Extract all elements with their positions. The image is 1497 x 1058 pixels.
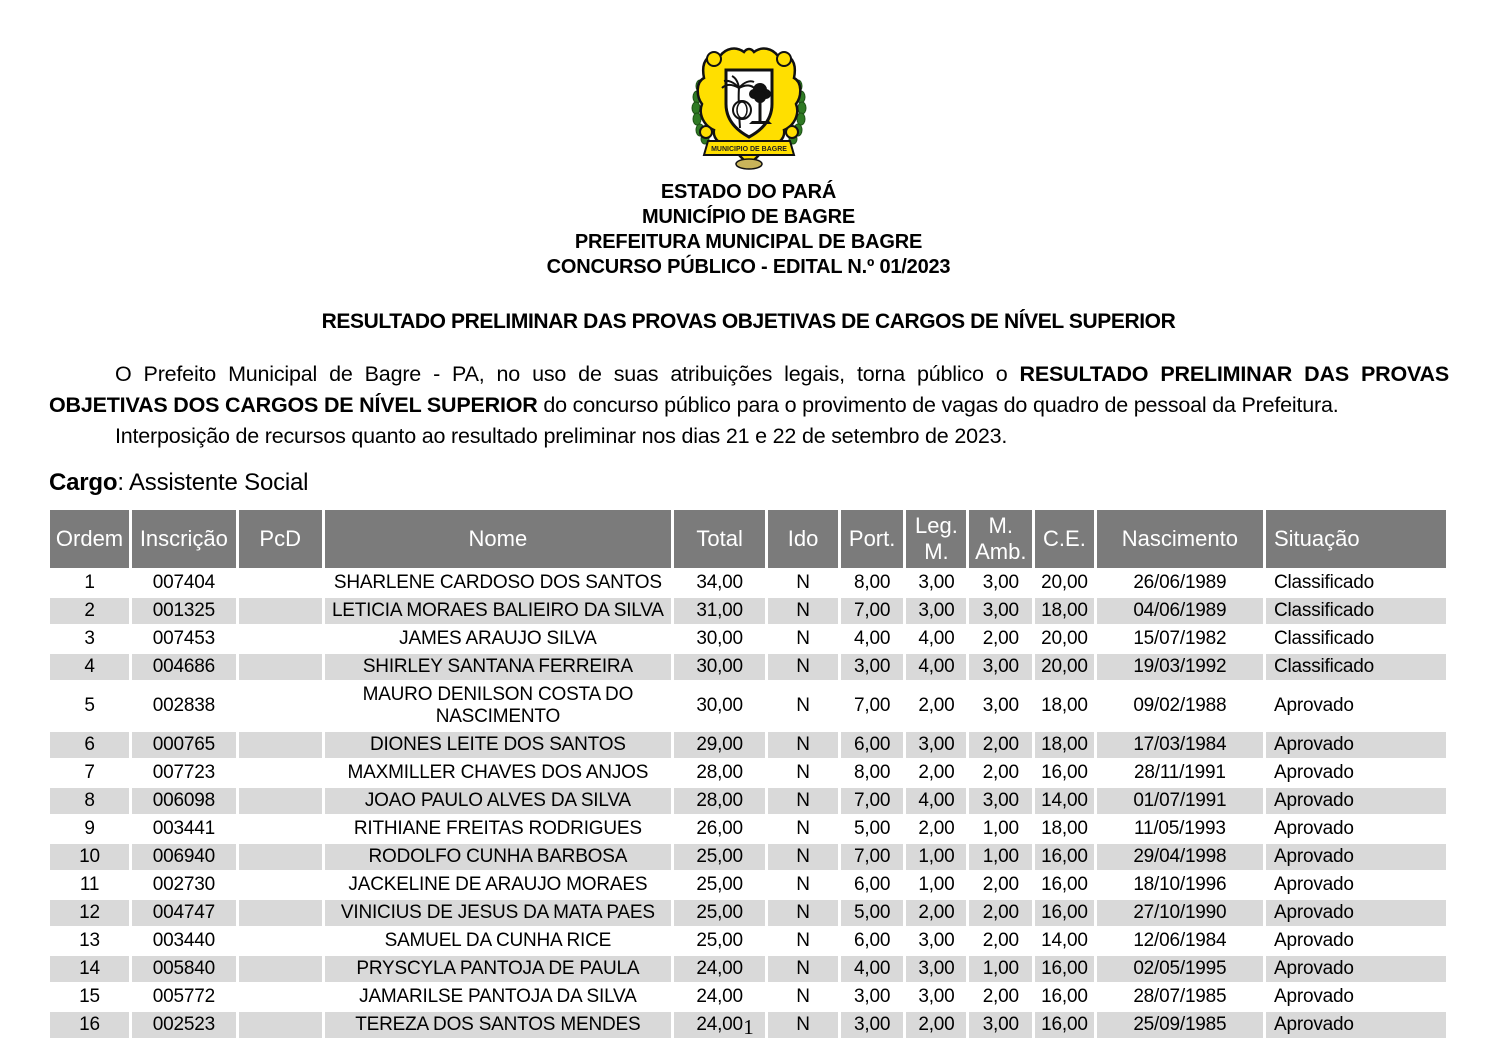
table-row: [50, 626, 1446, 652]
cell-nome: PRYSCYLA PANTOJA DE PAULA: [325, 956, 671, 982]
cell-total: 24,00: [674, 984, 765, 1010]
cell-leg-m: 3,00: [906, 570, 966, 596]
column-header-m-amb: M. Amb.: [969, 510, 1032, 568]
cell-ido: N: [768, 682, 838, 730]
cell-m-amb: 2,00: [969, 732, 1032, 758]
cell-ce: 20,00: [1035, 654, 1094, 680]
table-row: [50, 788, 1446, 814]
cell-ce: 18,00: [1035, 732, 1094, 758]
cell-pcd: [239, 654, 322, 680]
cell-inscricao: 003441: [132, 816, 236, 842]
cell-nascimento: 12/06/1984: [1097, 928, 1263, 954]
table-row: [50, 732, 1446, 758]
cell-ce: 20,00: [1035, 626, 1094, 652]
cell-m-amb: 2,00: [969, 900, 1032, 926]
cell-ido: N: [768, 788, 838, 814]
cell-m-amb: 1,00: [969, 844, 1032, 870]
cell-m-amb: 2,00: [969, 872, 1032, 898]
cell-ido: N: [768, 1012, 838, 1038]
cell-nome: RODOLFO CUNHA BARBOSA: [325, 844, 671, 870]
header-line-edital: CONCURSO PÚBLICO - EDITAL N.º 01/2023: [546, 256, 951, 278]
cell-pcd: [239, 984, 322, 1010]
cell-port: 3,00: [841, 1012, 904, 1038]
table-row: [50, 844, 1446, 870]
cell-ce: 18,00: [1035, 816, 1094, 842]
table-row: [50, 760, 1446, 786]
cell-port: 6,00: [841, 928, 904, 954]
cell-total: 24,00: [674, 1012, 765, 1038]
cell-ordem: 11: [50, 872, 129, 898]
scroll-ornament-icon: [777, 52, 791, 66]
scroll-ornament-icon: [700, 126, 712, 138]
cell-inscricao: 007723: [132, 760, 236, 786]
cell-total: 28,00: [674, 788, 765, 814]
cell-port: 3,00: [841, 654, 904, 680]
cell-ido: N: [768, 956, 838, 982]
cell-ido: N: [768, 760, 838, 786]
cell-ido: N: [768, 844, 838, 870]
cell-ordem: 2: [50, 598, 129, 624]
cell-inscricao: 005840: [132, 956, 236, 982]
table-row: [50, 570, 1446, 596]
cell-ordem: 4: [50, 654, 129, 680]
cell-ido: N: [768, 872, 838, 898]
results-table-body: [50, 570, 1446, 1038]
cell-m-amb: 3,00: [969, 1012, 1032, 1038]
cell-situacao: Aprovado: [1266, 788, 1446, 814]
cell-port: 4,00: [841, 956, 904, 982]
column-header-nascimento: Nascimento: [1097, 510, 1263, 568]
cell-total: 28,00: [674, 760, 765, 786]
cell-nascimento: 17/03/1984: [1097, 732, 1263, 758]
cell-total: 25,00: [674, 872, 765, 898]
cell-nascimento: 18/10/1996: [1097, 872, 1263, 898]
cell-pcd: [239, 626, 322, 652]
cell-leg-m: 3,00: [906, 984, 966, 1010]
scroll-ornament-icon: [786, 126, 798, 138]
cell-nome: SHIRLEY SANTANA FERREIRA: [325, 654, 671, 680]
cell-inscricao: 006940: [132, 844, 236, 870]
column-header-leg-m: Leg. M.: [906, 510, 966, 568]
cell-leg-m: 1,00: [906, 844, 966, 870]
municipality-crest-logo: [686, 44, 812, 172]
cell-ido: N: [768, 570, 838, 596]
cell-ce: 16,00: [1035, 872, 1094, 898]
cell-ce: 18,00: [1035, 682, 1094, 730]
cell-nome: JOAO PAULO ALVES DA SILVA: [325, 788, 671, 814]
cell-inscricao: 004747: [132, 900, 236, 926]
cell-port: 8,00: [841, 570, 904, 596]
cell-ce: 14,00: [1035, 928, 1094, 954]
cell-inscricao: 004686: [132, 654, 236, 680]
column-header-ido: Ido: [768, 510, 838, 568]
cell-leg-m: 3,00: [906, 956, 966, 982]
cell-ido: N: [768, 598, 838, 624]
crest-base-ornament: [736, 159, 762, 169]
cell-pcd: [239, 872, 322, 898]
cell-situacao: Aprovado: [1266, 956, 1446, 982]
cell-port: 6,00: [841, 872, 904, 898]
header-line-municipio: MUNICÍPIO DE BAGRE: [641, 206, 856, 228]
cell-total: 29,00: [674, 732, 765, 758]
cell-nome: SHARLENE CARDOSO DOS SANTOS: [325, 570, 671, 596]
cell-situacao: Aprovado: [1266, 900, 1446, 926]
cell-m-amb: 2,00: [969, 626, 1032, 652]
cell-m-amb: 1,00: [969, 816, 1032, 842]
intro-text-tail: do concurso público para o provimento de vagas do quadro de pessoal da Prefeitura.: [537, 393, 1339, 417]
table-row: [50, 956, 1446, 982]
cell-leg-m: 4,00: [906, 654, 966, 680]
column-header-port: Port.: [841, 510, 904, 568]
cell-ido: N: [768, 984, 838, 1010]
cell-ido: N: [768, 900, 838, 926]
cell-nome: VINICIUS DE JESUS DA MATA PAES: [325, 900, 671, 926]
cell-ordem: 12: [50, 900, 129, 926]
table-row: [50, 872, 1446, 898]
cell-situacao: Aprovado: [1266, 816, 1446, 842]
column-header-pcd: PcD: [239, 510, 322, 568]
cell-inscricao: 002730: [132, 872, 236, 898]
cell-inscricao: 006098: [132, 788, 236, 814]
cell-ce: 16,00: [1035, 760, 1094, 786]
cell-situacao: Aprovado: [1266, 1012, 1446, 1038]
cell-total: 30,00: [674, 654, 765, 680]
cell-ordem: 3: [50, 626, 129, 652]
cell-ce: 16,00: [1035, 1012, 1094, 1038]
cell-inscricao: 005772: [132, 984, 236, 1010]
cell-nascimento: 09/02/1988: [1097, 682, 1263, 730]
results-table-header-row: [50, 510, 1446, 568]
cell-pcd: [239, 570, 322, 596]
cell-leg-m: 4,00: [906, 626, 966, 652]
cell-ordem: 1: [50, 570, 129, 596]
cell-ordem: 5: [50, 682, 129, 730]
cell-pcd: [239, 844, 322, 870]
cell-nascimento: 01/07/1991: [1097, 788, 1263, 814]
cell-port: 6,00: [841, 732, 904, 758]
cell-pcd: [239, 788, 322, 814]
cell-inscricao: 007404: [132, 570, 236, 596]
cell-inscricao: 003440: [132, 928, 236, 954]
cell-nascimento: 28/11/1991: [1097, 760, 1263, 786]
cell-nascimento: 28/07/1985: [1097, 984, 1263, 1010]
cell-leg-m: 3,00: [906, 598, 966, 624]
cell-ido: N: [768, 928, 838, 954]
cell-situacao: Classificado: [1266, 654, 1446, 680]
cell-port: 7,00: [841, 844, 904, 870]
cell-port: 3,00: [841, 984, 904, 1010]
document-header: [0, 0, 1497, 280]
column-header-situacao: Situação: [1266, 510, 1446, 568]
cell-nascimento: 02/05/1995: [1097, 956, 1263, 982]
cell-leg-m: 3,00: [906, 732, 966, 758]
cell-port: 7,00: [841, 788, 904, 814]
cell-ce: 16,00: [1035, 956, 1094, 982]
cell-m-amb: 3,00: [969, 682, 1032, 730]
cell-leg-m: 2,00: [906, 1012, 966, 1038]
cell-nome: JAMARILSE PANTOJA DA SILVA: [325, 984, 671, 1010]
cell-ce: 16,00: [1035, 844, 1094, 870]
cell-total: 25,00: [674, 928, 765, 954]
cell-nascimento: 29/04/1998: [1097, 844, 1263, 870]
cell-leg-m: 2,00: [906, 682, 966, 730]
cell-total: 24,00: [674, 956, 765, 982]
cell-pcd: [239, 598, 322, 624]
cell-ordem: 10: [50, 844, 129, 870]
cell-m-amb: 2,00: [969, 984, 1032, 1010]
ring-emblem-icon: [733, 101, 751, 119]
crest-banner-label: MUNICIPIO DE BAGRE: [710, 146, 787, 153]
page-number: 1: [743, 1015, 754, 1039]
cell-m-amb: 3,00: [969, 598, 1032, 624]
cell-pcd: [239, 732, 322, 758]
cell-ido: N: [768, 816, 838, 842]
header-line-prefeitura: PREFEITURA MUNICIPAL DE BAGRE: [574, 231, 923, 253]
cell-port: 5,00: [841, 900, 904, 926]
column-header-inscricao: Inscrição: [132, 510, 236, 568]
cell-m-amb: 3,00: [969, 570, 1032, 596]
column-header-ordem: Ordem: [50, 510, 129, 568]
cell-port: 8,00: [841, 760, 904, 786]
cell-total: 34,00: [674, 570, 765, 596]
table-row: [50, 984, 1446, 1010]
cell-ce: 14,00: [1035, 788, 1094, 814]
cell-situacao: Aprovado: [1266, 760, 1446, 786]
cell-nascimento: 27/10/1990: [1097, 900, 1263, 926]
cell-port: 7,00: [841, 682, 904, 730]
cell-pcd: [239, 760, 322, 786]
cell-port: 7,00: [841, 598, 904, 624]
cell-m-amb: 3,00: [969, 654, 1032, 680]
cell-ordem: 16: [50, 1012, 129, 1038]
cell-leg-m: 2,00: [906, 760, 966, 786]
scroll-ornament-icon: [707, 52, 721, 66]
intro-text-lead: O Prefeito Municipal de Bagre - PA, no uso de suas atribuições legais, torna público o: [115, 362, 1020, 386]
cell-ordem: 15: [50, 984, 129, 1010]
header-line-state: ESTADO DO PARÁ: [660, 181, 837, 203]
cell-nome: JACKELINE DE ARAUJO MORAES: [325, 872, 671, 898]
cell-nome: MAXMILLER CHAVES DOS ANJOS: [325, 760, 671, 786]
cell-total: 26,00: [674, 816, 765, 842]
cell-ce: 16,00: [1035, 900, 1094, 926]
cell-nome: DIONES LEITE DOS SANTOS: [325, 732, 671, 758]
cell-leg-m: 1,00: [906, 872, 966, 898]
cell-nascimento: 26/06/1989: [1097, 570, 1263, 596]
cell-nome: SAMUEL DA CUNHA RICE: [325, 928, 671, 954]
cell-ordem: 8: [50, 788, 129, 814]
cell-pcd: [239, 816, 322, 842]
table-row: [50, 900, 1446, 926]
cell-situacao: Aprovado: [1266, 984, 1446, 1010]
cell-situacao: Classificado: [1266, 598, 1446, 624]
intro-paragraph-recursos: Interposição de recursos quanto ao resultado preliminar nos dias 21 e 22 de setembro de 2023.: [115, 424, 1008, 448]
cargo-value: : Assistente Social: [117, 469, 309, 496]
cargo-line: [49, 469, 1449, 497]
cell-nascimento: 11/05/1993: [1097, 816, 1263, 842]
cell-ce: 20,00: [1035, 570, 1094, 596]
cell-ordem: 9: [50, 816, 129, 842]
cell-situacao: Classificado: [1266, 626, 1446, 652]
cell-m-amb: 1,00: [969, 956, 1032, 982]
results-table: [47, 508, 1449, 1040]
cell-port: 5,00: [841, 816, 904, 842]
cell-total: 25,00: [674, 844, 765, 870]
cell-situacao: Aprovado: [1266, 682, 1446, 730]
table-row: [50, 682, 1446, 730]
cell-nome: LETICIA MORAES BALIEIRO DA SILVA: [325, 598, 671, 624]
cell-ordem: 13: [50, 928, 129, 954]
cell-nascimento: 25/09/1985: [1097, 1012, 1263, 1038]
cell-port: 4,00: [841, 626, 904, 652]
cell-m-amb: 2,00: [969, 928, 1032, 954]
cell-situacao: Aprovado: [1266, 872, 1446, 898]
cell-total: 30,00: [674, 682, 765, 730]
cell-nascimento: 04/06/1989: [1097, 598, 1263, 624]
cell-ordem: 14: [50, 956, 129, 982]
cell-pcd: [239, 900, 322, 926]
cell-inscricao: 001325: [132, 598, 236, 624]
document-title: RESULTADO PRELIMINAR DAS PROVAS OBJETIVAS DE CARGOS DE NÍVEL SUPERIOR: [321, 310, 1176, 333]
cell-ordem: 6: [50, 732, 129, 758]
cell-inscricao: 002523: [132, 1012, 236, 1038]
cell-total: 25,00: [674, 900, 765, 926]
cell-leg-m: 2,00: [906, 900, 966, 926]
cell-pcd: [239, 682, 322, 730]
cell-ordem: 7: [50, 760, 129, 786]
cell-situacao: Aprovado: [1266, 928, 1446, 954]
table-row: [50, 928, 1446, 954]
column-header-total: Total: [674, 510, 765, 568]
cell-nascimento: 19/03/1992: [1097, 654, 1263, 680]
cell-m-amb: 2,00: [969, 760, 1032, 786]
cell-m-amb: 3,00: [969, 788, 1032, 814]
cell-pcd: [239, 928, 322, 954]
cell-nome: MAURO DENILSON COSTA DO NASCIMENTO: [325, 682, 671, 730]
cell-pcd: [239, 956, 322, 982]
cell-ido: N: [768, 654, 838, 680]
cell-leg-m: 2,00: [906, 816, 966, 842]
cell-nascimento: 15/07/1982: [1097, 626, 1263, 652]
cell-total: 31,00: [674, 598, 765, 624]
cell-ido: N: [768, 626, 838, 652]
cell-situacao: Classificado: [1266, 570, 1446, 596]
cell-inscricao: 007453: [132, 626, 236, 652]
cell-nome: TEREZA DOS SANTOS MENDES: [325, 1012, 671, 1038]
cell-situacao: Aprovado: [1266, 732, 1446, 758]
intro-paragraph: [49, 359, 1449, 421]
cell-ce: 16,00: [1035, 984, 1094, 1010]
cell-leg-m: 4,00: [906, 788, 966, 814]
intro-text-bold: RESULTADO PRELIMINAR DAS PROVAS OBJETIVAS DOS CARGOS DE NÍVEL SUPERIOR: [49, 362, 1449, 417]
cell-total: 30,00: [674, 626, 765, 652]
column-header-ce: C.E.: [1035, 510, 1094, 568]
cell-nome: RITHIANE FREITAS RODRIGUES: [325, 816, 671, 842]
cell-ce: 18,00: [1035, 598, 1094, 624]
cell-ido: N: [768, 732, 838, 758]
table-row: [50, 816, 1446, 842]
cell-inscricao: 002838: [132, 682, 236, 730]
cell-leg-m: 3,00: [906, 928, 966, 954]
table-row: [50, 654, 1446, 680]
cell-nome: JAMES ARAUJO SILVA: [325, 626, 671, 652]
cargo-label: Cargo: [49, 469, 118, 496]
column-header-nome: Nome: [325, 510, 671, 568]
cell-situacao: Aprovado: [1266, 844, 1446, 870]
cell-inscricao: 000765: [132, 732, 236, 758]
table-row: [50, 598, 1446, 624]
